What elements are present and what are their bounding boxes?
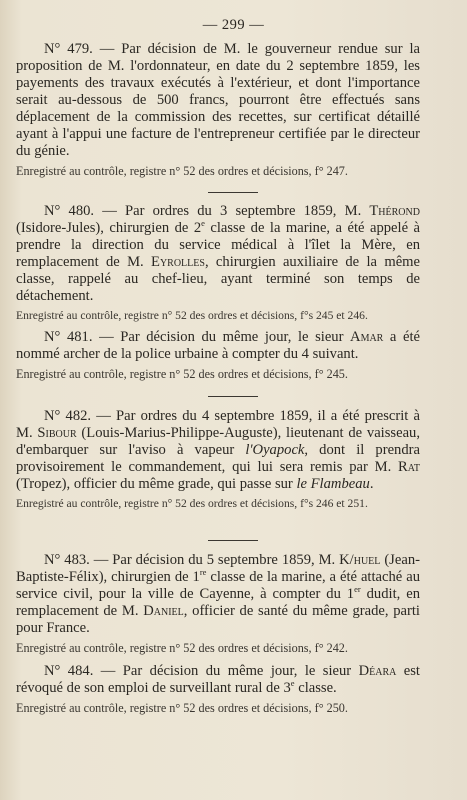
person-name: K/huel	[339, 552, 381, 568]
entry-text: N° 483. — Par décision du 5 septembre 1859, M. K/huel (Jean-Baptiste-Félix), chirurgien de 1re classe de la marine, a été attaché au service civil, pour la ville de Cayenne, à compter du 1er dudit, en remplacement de M. Daniel, officier de santé du même grade, parti pour France.	[16, 552, 420, 636]
person-name: Amar	[350, 329, 384, 345]
entry-number: N° 483.	[44, 552, 90, 568]
registration-note: Enregistré au contrôle, registre n° 52 des ordres et décisions, f°s 245 et 246.	[16, 309, 368, 322]
entry-number: N° 479.	[44, 41, 93, 57]
person-name: Thérond	[369, 203, 420, 219]
person-name: Eyrolles	[151, 254, 205, 270]
registration-note: Enregistré au contrôle, registre n° 52 des ordres et décisions, f° 245.	[16, 367, 348, 381]
entry-text: N° 482. — Par ordres du 4 septembre 1859, il a été prescrit à M. Sibour (Louis-Marius-Philippe-Auguste), lieutenant de vaisseau, d'embarquer sur l'aviso à vapeur l'Oyapock, dont il prendra provisoirement le commandement, qui lui sera remis par M. Rat (Tropez), officier du même grade, qui passe sur le Flambeau.	[16, 408, 420, 492]
registration-note: Enregistré au contrôle, registre n° 52 des ordres et décisions, f° 250.	[16, 701, 348, 715]
entry-483	[16, 552, 420, 656]
entry-479	[16, 41, 420, 179]
person-name: Sibour	[37, 425, 77, 441]
entry-number: N° 481.	[44, 329, 93, 345]
ship-name: le Flambeau	[296, 476, 370, 492]
entry-body: — Par décision de M. le gouverneur rendue sur la proposition de M. l'ordonnateur, en date du 2 septembre 1859, les payements des travaux exécutés à l'extérieur, et dont l'importance serait au-dessous de 500 francs, pourront être effectués sans déplacement de la commission des recettes, sur certificat détaillé ayant à l'appui une facture de l'entrepreneur certifiée par le directeur du génie.	[16, 41, 420, 159]
entry-text: N° 480. — Par ordres du 3 septembre 1859, M. Thérond (Isidore-Jules), chirurgien de 2e classe de la marine, a été appelé à prendre la direction du service médical à l'îlet la Mère, en remplacement de M. Eyrolles, chirurgien auxiliaire de la même classe, rappelé au chef-lieu, ayant terminé son temps de détachement.	[16, 203, 420, 304]
entry-text	[16, 41, 420, 160]
separator-rule	[208, 540, 258, 541]
entry-number: N° 480.	[44, 203, 95, 219]
separator-rule	[208, 396, 258, 397]
separator-rule	[208, 192, 258, 193]
page-number: — 299 —	[202, 17, 265, 33]
registration-note: Enregistré au contrôle, registre n° 52 des ordres et décisions, f° 242.	[16, 641, 348, 655]
entry-text: N° 481. — Par décision du même jour, le sieur Amar a été nommé archer de la police urbaine à compter du 4 suivant.	[16, 329, 420, 362]
person-name: Déara	[358, 663, 397, 679]
ship-name: l'Oyapock	[245, 442, 305, 458]
person-name: Rat	[398, 459, 420, 475]
entry-481	[16, 329, 420, 382]
registration-note: Enregistré au contrôle, registre n° 52 des ordres et décisions, f°s 246 et 251.	[16, 497, 368, 510]
registration-note: Enregistré au contrôle, registre n° 52 des ordres et décisions, f° 247.	[16, 164, 348, 178]
entry-484	[16, 663, 420, 716]
entry-number: N° 482.	[44, 408, 92, 424]
entry-482	[16, 408, 420, 512]
entry-text: N° 484. — Par décision du même jour, le sieur Déara est révoqué de son emploi de surveillant rural de 3e classe.	[16, 663, 420, 696]
entry-number: N° 484.	[44, 663, 94, 679]
person-name: Daniel	[143, 603, 184, 619]
entry-480	[16, 203, 420, 324]
